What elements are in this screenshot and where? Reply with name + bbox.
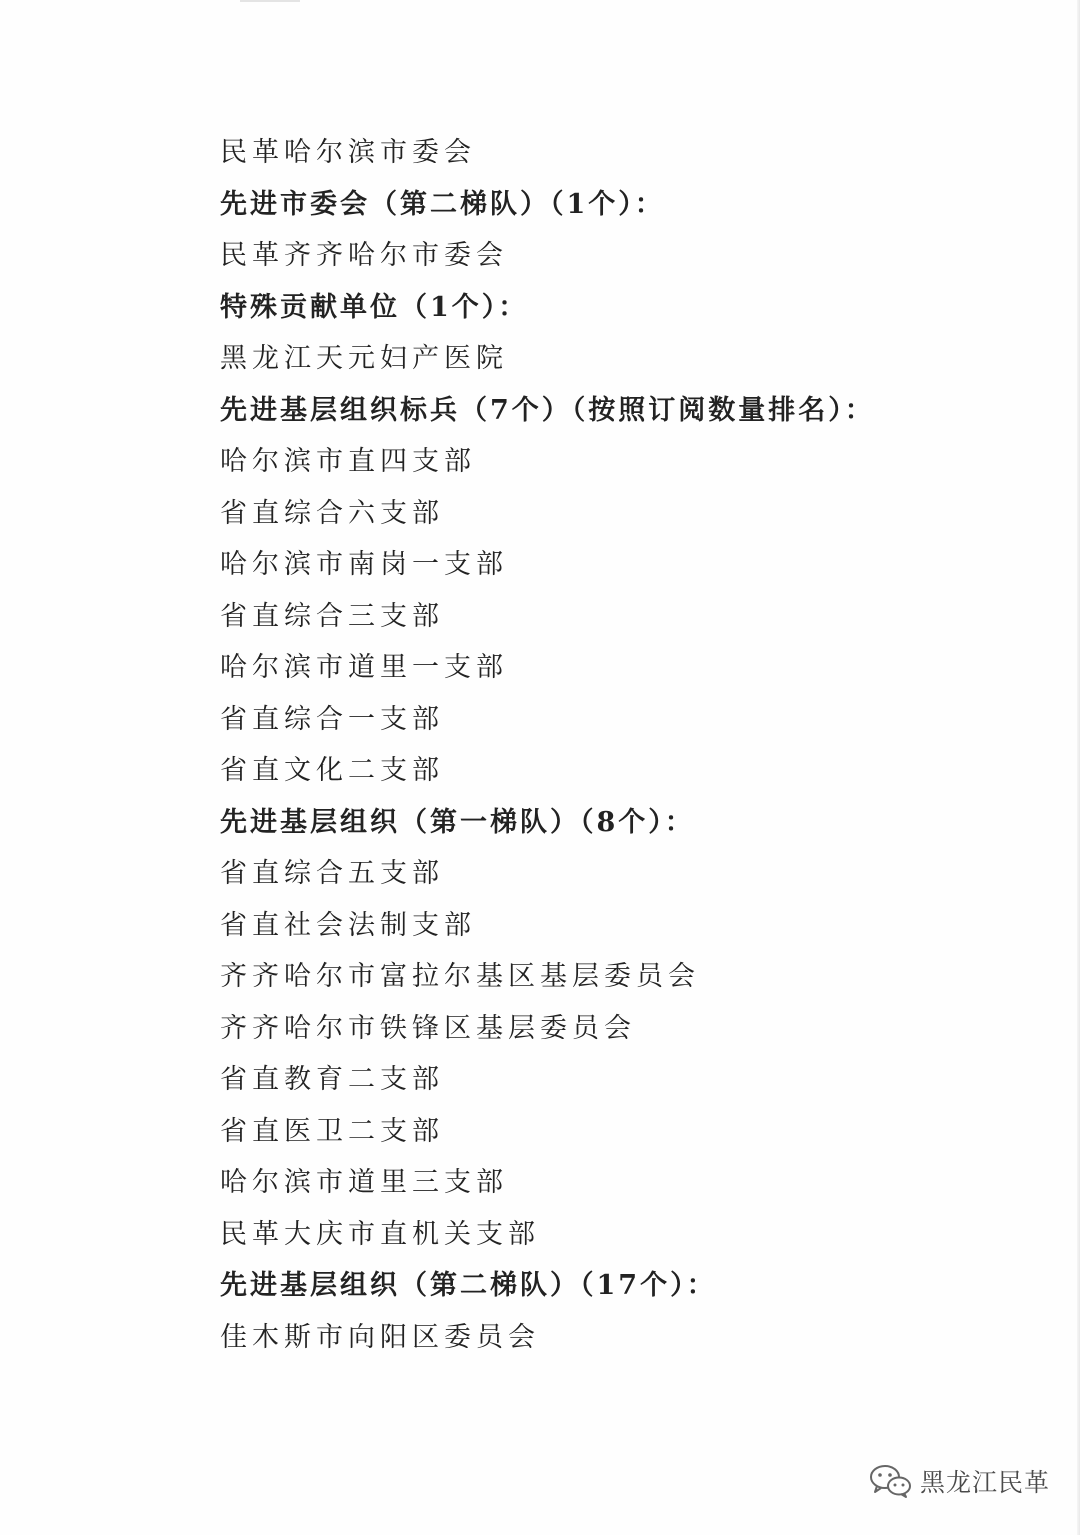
wechat-icon	[868, 1463, 912, 1499]
list-item: 民革大庆市直机关支部	[220, 1218, 540, 1250]
watermark-text: 黑龙江民革	[919, 1468, 1050, 1497]
list-item: 民革齐齐哈尔市委会	[220, 240, 508, 271]
list-item: 省直综合三支部	[220, 600, 444, 632]
list-item: 省直综合五支部	[220, 858, 444, 889]
list-item: 省直医卫二支部	[220, 1115, 444, 1147]
list-item: 齐齐哈尔市富拉尔基区基层委员会	[220, 961, 700, 992]
section-heading: 先进基层组织（第一梯队）（8个）：	[220, 806, 695, 838]
list-item: 省直教育二支部	[220, 1064, 444, 1095]
section-heading: 先进基层组织（第二梯队）（17个）：	[220, 1270, 717, 1301]
list-item: 省直社会法制支部	[220, 909, 476, 941]
list-item: 哈尔滨市道里一支部	[220, 652, 508, 683]
section-heading: 先进市委会（第二梯队）（1个）：	[220, 188, 665, 220]
list-item: 省直文化二支部	[220, 755, 444, 786]
list-item: 佳木斯市向阳区委员会	[220, 1321, 540, 1353]
list-item: 哈尔滨市南岗一支部	[220, 549, 508, 580]
list-item: 省直综合一支部	[220, 703, 444, 735]
list-item: 民革哈尔滨市委会	[220, 137, 476, 168]
award-list	[220, 127, 1040, 1363]
list-item: 哈尔滨市直四支部	[220, 446, 476, 477]
list-item: 省直综合六支部	[220, 497, 444, 529]
list-item: 齐齐哈尔市铁锋区基层委员会	[220, 1012, 636, 1044]
watermark	[868, 1461, 1050, 1501]
section-heading: 特殊贡献单位（1个）：	[220, 291, 529, 323]
list-item: 哈尔滨市道里三支部	[220, 1167, 508, 1198]
scan-mark	[240, 0, 300, 2]
list-item: 黑龙江天元妇产医院	[220, 343, 508, 374]
section-heading: 先进基层组织标兵（7个）（按照订阅数量排名）：	[220, 394, 875, 426]
